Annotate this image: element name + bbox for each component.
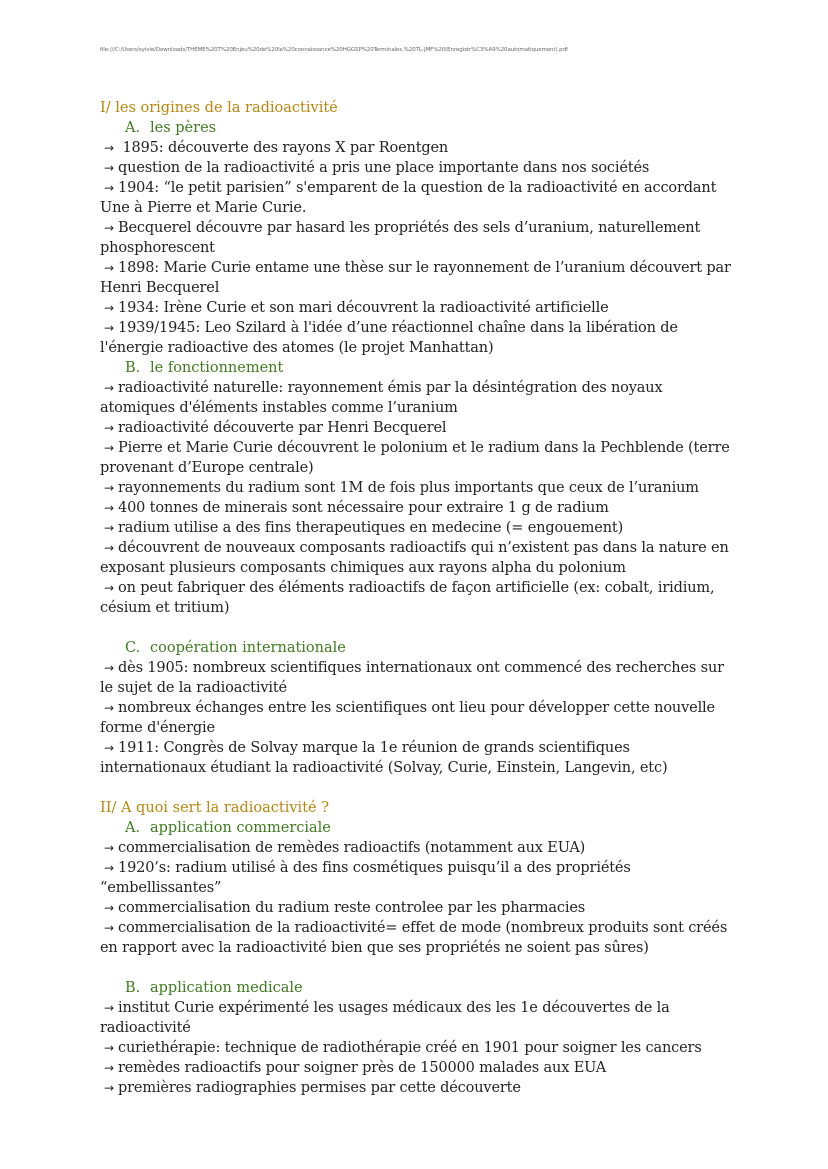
arrow-icon: → bbox=[104, 221, 114, 235]
arrow-icon: → bbox=[104, 841, 114, 855]
bullet-text: 1904: “le petit parisien” s'emparent de la question de la radioactivité en accordant Une à Pierre et Marie Curie. bbox=[100, 180, 717, 216]
bullet-list bbox=[100, 838, 740, 958]
arrow-icon: → bbox=[104, 441, 114, 455]
bullet-item bbox=[100, 378, 740, 418]
bullet-item bbox=[100, 538, 740, 578]
arrow-icon: → bbox=[104, 581, 114, 595]
arrow-icon: → bbox=[104, 481, 114, 495]
arrow-icon: → bbox=[104, 181, 114, 195]
bullet-item bbox=[100, 858, 740, 898]
bullet-text: 400 tonnes de minerais sont nécessaire pour extraire 1 g de radium bbox=[118, 500, 609, 516]
bullet-text: 1934: Irène Curie et son mari découvrent la radioactivité artificielle bbox=[118, 300, 609, 316]
arrow-icon: → bbox=[104, 1081, 114, 1095]
bullet-item bbox=[100, 698, 740, 738]
bullet-text: 1939/1945: Leo Szilard à l'idée d’une réactionnel chaîne dans la libération de l'énergie radioactive des atomes (le projet Manhattan) bbox=[100, 320, 678, 356]
bullet-list bbox=[100, 378, 740, 618]
arrow-icon: → bbox=[104, 1001, 114, 1015]
bullet-item bbox=[100, 518, 740, 538]
bullet-item bbox=[100, 318, 740, 358]
arrow-icon: → bbox=[104, 501, 114, 515]
bullet-item bbox=[100, 438, 740, 478]
arrow-icon: → bbox=[104, 901, 114, 915]
bullet-text: 1898: Marie Curie entame une thèse sur le rayonnement de l’uranium découvert par Henri Becquerel bbox=[100, 260, 731, 296]
bullet-text: Pierre et Marie Curie découvrent le polonium et le radium dans la Pechblende (terre provenant d’Europe centrale) bbox=[100, 440, 730, 476]
bullet-item bbox=[100, 1058, 740, 1078]
bullet-text: commercialisation de remèdes radioactifs (notamment aux EUA) bbox=[118, 840, 586, 856]
bullet-item bbox=[100, 1038, 740, 1058]
bullet-text: on peut fabriquer des éléments radioactifs de façon artificielle (ex: cobalt, iridium, césium et tritium) bbox=[100, 580, 715, 616]
bullet-item bbox=[100, 998, 740, 1038]
arrow-icon: → bbox=[104, 161, 114, 175]
bullet-item bbox=[100, 738, 740, 778]
bullet-item bbox=[100, 218, 740, 258]
document-content bbox=[100, 98, 740, 1098]
bullet-text: 1895: découverte des rayons X par Roentgen bbox=[118, 140, 449, 156]
arrow-icon: → bbox=[104, 301, 114, 315]
bullet-list bbox=[100, 998, 740, 1098]
arrow-icon: → bbox=[104, 321, 114, 335]
bullet-item bbox=[100, 838, 740, 858]
arrow-icon: → bbox=[104, 861, 114, 875]
bullet-text: nombreux échanges entre les scientifiques ont lieu pour développer cette nouvelle forme d'énergie bbox=[100, 700, 715, 736]
arrow-icon: → bbox=[104, 421, 114, 435]
arrow-icon: → bbox=[104, 921, 114, 935]
arrow-icon: → bbox=[104, 141, 114, 155]
bullet-item bbox=[100, 258, 740, 298]
bullet-text: institut Curie expérimenté les usages médicaux des les 1e découvertes de la radioactivité bbox=[100, 1000, 670, 1036]
bullet-item bbox=[100, 138, 740, 158]
bullet-text: Becquerel découvre par hasard les propriétés des sels d’uranium, naturellement phosphorescent bbox=[100, 220, 701, 256]
bullet-item bbox=[100, 418, 740, 438]
arrow-icon: → bbox=[104, 661, 114, 675]
bullet-item bbox=[100, 498, 740, 518]
section-title: I/ les origines de la radioactivité bbox=[100, 100, 338, 116]
arrow-icon: → bbox=[104, 381, 114, 395]
bullet-text: radioactivité naturelle: rayonnement émis par la désintégration des noyaux atomiques d'éléments instables comme l’uranium bbox=[100, 380, 663, 416]
bullet-item bbox=[100, 158, 740, 178]
bullet-item bbox=[100, 178, 740, 218]
bullet-text: question de la radioactivité a pris une place importante dans nos sociétés bbox=[118, 160, 650, 176]
bullet-item bbox=[100, 578, 740, 618]
bullet-item bbox=[100, 898, 740, 918]
bullet-text: 1920’s: radium utilisé à des fins cosmétiques puisqu’il a des propriétés “embellissantes” bbox=[100, 860, 631, 896]
bullet-text: commercialisation de la radioactivité= effet de mode (nombreux produits sont créés en rapport avec la radioactivité bien que ses propriétés ne soient pas sûres) bbox=[100, 920, 728, 956]
bullet-item bbox=[100, 298, 740, 318]
section-title: II/ A quoi sert la radioactivité ? bbox=[100, 800, 329, 816]
bullet-text: dès 1905: nombreux scientifiques internationaux ont commencé des recherches sur le sujet de la radioactivité bbox=[100, 660, 724, 696]
file-path: file:///C:/Users/sylvie/Downloads/THEME%20T%20Enjeu%20de%20la%20connaissance%20HGGSP%20Terminales.%20TL-JMF%20(Enregistr%C3%A9%20automatiquement).pdf bbox=[100, 47, 568, 53]
bullet-text: premières radiographies permises par cette découverte bbox=[118, 1080, 521, 1096]
arrow-icon: → bbox=[104, 1061, 114, 1075]
bullet-text: découvrent de nouveaux composants radioactifs qui n’existent pas dans la nature en exposant plusieurs composants chimiques aux rayons alpha du polonium bbox=[100, 540, 729, 576]
bullet-text: rayonnements du radium sont 1M de fois plus importants que ceux de l’uranium bbox=[118, 480, 699, 496]
subsection-title: A. les pères bbox=[125, 120, 217, 136]
bullet-text: 1911: Congrès de Solvay marque la 1e réunion de grands scientifiques internationaux étudiant la radioactivité (Solvay, Curie, Einstein, Langevin, etc) bbox=[100, 740, 668, 776]
arrow-icon: → bbox=[104, 1041, 114, 1055]
bullet-text: commercialisation du radium reste controlee par les pharmacies bbox=[118, 900, 586, 916]
subsection-title: B. le fonctionnement bbox=[125, 360, 284, 376]
arrow-icon: → bbox=[104, 521, 114, 535]
bullet-item bbox=[100, 658, 740, 698]
bullet-item bbox=[100, 1078, 740, 1098]
arrow-icon: → bbox=[104, 741, 114, 755]
bullet-list bbox=[100, 138, 740, 358]
arrow-icon: → bbox=[104, 701, 114, 715]
bullet-item bbox=[100, 918, 740, 958]
arrow-icon: → bbox=[104, 261, 114, 275]
subsection-title: A. application commerciale bbox=[125, 820, 331, 836]
subsection-title: C. coopération internationale bbox=[125, 640, 346, 656]
bullet-text: radioactivité découverte par Henri Becquerel bbox=[118, 420, 447, 436]
arrow-icon: → bbox=[104, 541, 114, 555]
bullet-text: curiethérapie: technique de radiothérapie créé en 1901 pour soigner les cancers bbox=[118, 1040, 702, 1056]
bullet-item bbox=[100, 478, 740, 498]
bullet-text: remèdes radioactifs pour soigner près de 150000 malades aux EUA bbox=[118, 1060, 607, 1076]
bullet-text: radium utilise a des fins therapeutiques en medecine (= engouement) bbox=[118, 520, 624, 536]
bullet-list bbox=[100, 658, 740, 778]
subsection-title: B. application medicale bbox=[125, 980, 303, 996]
